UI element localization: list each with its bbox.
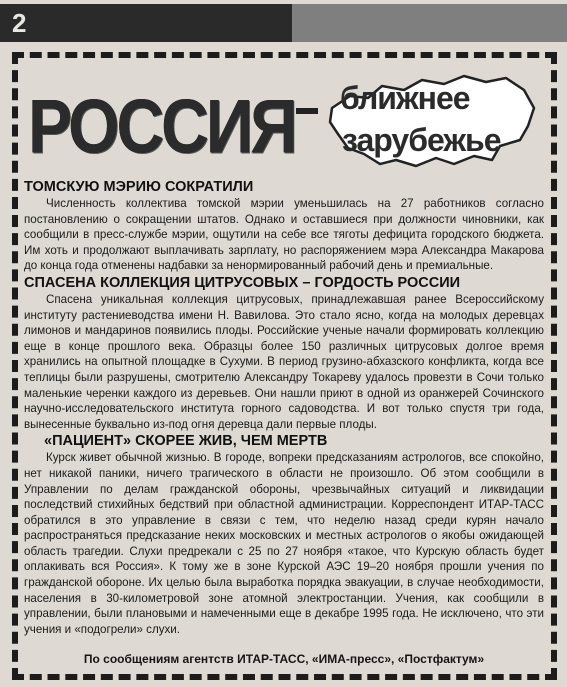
article-body: Курск живет обычной жизнью. В городе, вопреки предсказаниям астрологов, все спокойно, нет никакой паники, ничего трагического в области не произошло. Об этом сообщили в Управлении по делам гражданской обороны, чрезвычайных ситуаций и ликвидации последствий стихийных бедствий при областной администрации. Корреспондент ИТАР-ТАСС обратился в это управление в связи с тем, что неделю назад среди курян начало распространяться предсказание неких московских и местных астрологов о якобы ожидающей область трагедии. Слухи предрекали с 25 по 27 ноября «такое, что Курскую область будет оплакивать вся Россия». К тому же в зоне Курской АЭС 19–20 ноября прошли учения по гражданской обороне. Их целью была выработка порядка эвакуации, в случае необходимости, населения в 30-километровой зоне атомной электростанции. Учения, как сообщили в управлении, были плановыми и намеченными еще в декабре 1995 года. Не исключено, что эти учения и «подогрели» слухи. bbox=[24, 451, 544, 636]
section-subtitle-line1: ближнее bbox=[340, 80, 470, 116]
article-headline: ТОМСКУЮ МЭРИЮ СОКРАТИЛИ bbox=[24, 179, 254, 195]
article-kursk bbox=[24, 432, 544, 637]
article-headline: «ПАЦИЕНТ» СКОРЕЕ ЖИВ, ЧЕМ МЕРТВ bbox=[44, 433, 328, 450]
news-agencies-credit: По сообщениям агентств ИТАР-ТАСС, «ИМА-пресс», «Постфактум» bbox=[83, 652, 485, 666]
header-grey-band bbox=[292, 4, 567, 42]
article-citrus bbox=[24, 274, 544, 432]
section-subtitle-line2: зарубежье bbox=[342, 122, 501, 158]
articles-column bbox=[24, 178, 544, 637]
article-headline: СПАСЕНА КОЛЛЕКЦИЯ ЦИТРУСОВЫХ – ГОРДОСТЬ РОССИИ bbox=[24, 274, 461, 291]
page-header-bar bbox=[0, 4, 567, 42]
article-body: Спасена уникальная коллекция цитрусовых, принадлежавшая ранее Всероссийскому институту растениеводства имени Н. Вавилова. Это стало ясно, когда на молодых деревцах лимонов и мандаринов появились плоды. Российские ученые начали формировать коллекцию еще в конце прошлого века. Образцы более 150 различных цитрусовых долгое время хранились на опытной площадке в Сухуми. В период грузино-абхазского конфликта, когда все теплицы были разрушены, смотрителю Александру Токареву удалось провезти в Сочи только маленькие черенки каждого из деревьев. Они нашли приют в одной из оранжерей Сочинского научно-исследовательского института горного садоводства. И вот только спустя три года, вынесенные буквально из-под огня деревца дали первые плоды. bbox=[24, 292, 544, 431]
masthead bbox=[24, 64, 544, 180]
article-tomsk bbox=[24, 178, 544, 274]
page-number: 2 bbox=[0, 4, 292, 42]
article-body: Численность коллектива томской мэрии уменьшилась на 27 работников согласно постановлению о сокращении штатов. Однако и оставшиеся при должности чиновники, как сообщили в пресс-службе мэрии, ощутили на себе все тяготы дефицита городского бюджета. Им хоть и продолжают выплачивать зарплату, но распоряжением мэра Александра Макарова до конца года отменены надбавки за ненормированный рабочий день и премиальные. bbox=[24, 197, 544, 273]
section-title: РОССИЯ bbox=[28, 83, 295, 169]
title-dash bbox=[296, 108, 318, 114]
